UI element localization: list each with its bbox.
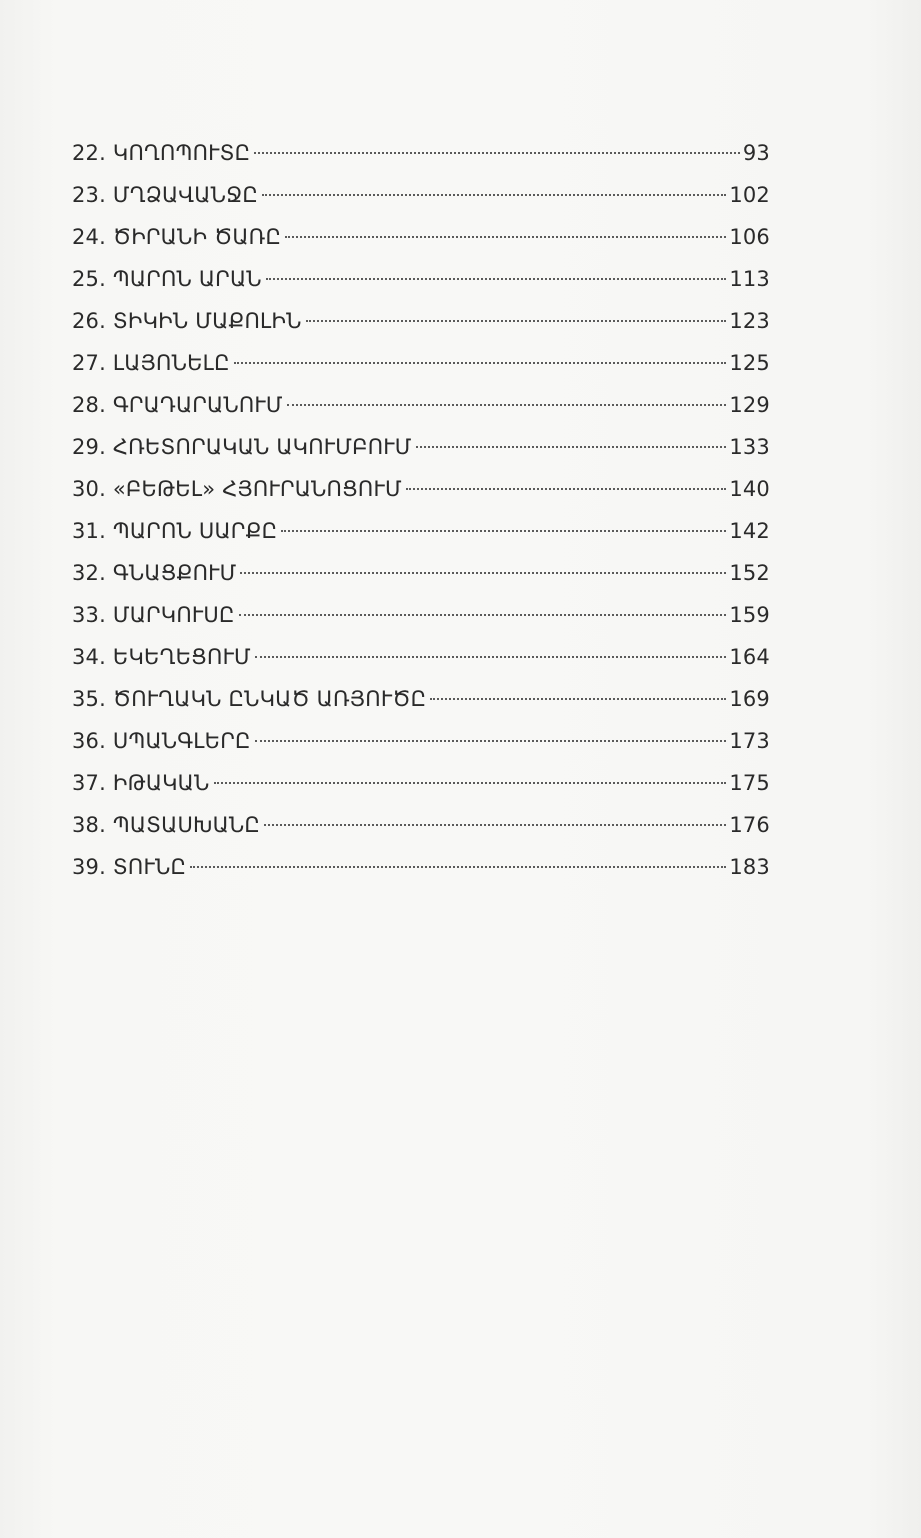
toc-entry-page: 142 <box>729 519 770 543</box>
dot-leader <box>287 404 727 406</box>
table-of-contents <box>72 132 770 888</box>
toc-entry-title: 34. ԵԿԵՂԵՑՈՒՄ <box>72 645 251 669</box>
toc-entry <box>72 468 770 510</box>
toc-entry-page: 152 <box>729 561 770 585</box>
dot-leader <box>262 194 726 196</box>
toc-entry-title: 35. ԾՈՒՂԱԿՆ ԸՆԿԱԾ ԱՌՅՈՒԾԸ <box>72 687 427 711</box>
toc-entry-page: 102 <box>729 183 770 207</box>
dot-leader <box>234 362 727 364</box>
toc-entry <box>72 174 770 216</box>
toc-entry <box>72 846 770 888</box>
dot-leader <box>266 278 727 280</box>
toc-entry-title: 37. ԻԹԱԿԱՆ <box>72 771 210 795</box>
dot-leader <box>255 656 726 658</box>
toc-entry-title: 25. ՊԱՐՈՆ ԱՐԱՆ <box>72 267 262 291</box>
toc-entry-page: 169 <box>729 687 770 711</box>
toc-entry-title: 22. ԿՈՂՈՊՈՒՏԸ <box>72 141 251 165</box>
toc-entry <box>72 552 770 594</box>
toc-entry-page: 176 <box>729 813 770 837</box>
toc-entry-page: 106 <box>729 225 770 249</box>
toc-entry <box>72 216 770 258</box>
toc-entry-page: 183 <box>729 855 770 879</box>
toc-entry-page: 140 <box>729 477 770 501</box>
toc-entry <box>72 510 770 552</box>
toc-entry <box>72 426 770 468</box>
toc-entry <box>72 300 770 342</box>
dot-leader <box>306 320 727 322</box>
toc-entry <box>72 762 770 804</box>
dot-leader <box>416 446 727 448</box>
toc-entry <box>72 804 770 846</box>
toc-entry-title: 26. ՏԻԿԻՆ ՄԱՔՈԼԻՆ <box>72 309 302 333</box>
toc-entry <box>72 720 770 762</box>
toc-entry <box>72 384 770 426</box>
dot-leader <box>240 572 726 574</box>
toc-entry-page: 159 <box>729 603 770 627</box>
toc-entry-page: 133 <box>729 435 770 459</box>
toc-entry-title: 33. ՄԱՐԿՈՒՍԸ <box>72 603 235 627</box>
dot-leader <box>214 782 727 784</box>
toc-entry-title: 28. ԳՐԱԴԱՐԱՆՈՒՄ <box>72 393 283 417</box>
dot-leader <box>255 740 727 742</box>
dot-leader <box>430 698 726 700</box>
toc-entry <box>72 678 770 720</box>
toc-entry-page: 173 <box>729 729 770 753</box>
toc-entry <box>72 342 770 384</box>
toc-entry <box>72 636 770 678</box>
toc-entry-title: 32. ԳՆԱՑՔՈՒՄ <box>72 561 237 585</box>
dot-leader <box>281 530 726 532</box>
toc-entry-page: 123 <box>729 309 770 333</box>
toc-entry <box>72 594 770 636</box>
toc-entry <box>72 132 770 174</box>
dot-leader <box>190 866 726 868</box>
dot-leader <box>406 488 727 490</box>
toc-entry-title: 30. «ԲԵԹԵԼ» ՀՅՈՒՐԱՆՈՑՈՒՄ <box>72 477 402 501</box>
toc-entry-title: 29. ՀՌԵՏՈՐԱԿԱՆ ԱԿՈՒՄԲՈՒՄ <box>72 435 412 459</box>
toc-entry-title: 38. ՊԱՏԱՍԽԱՆԸ <box>72 813 260 837</box>
dot-leader <box>254 152 740 154</box>
toc-entry-page: 93 <box>742 141 770 165</box>
toc-entry <box>72 258 770 300</box>
toc-entry-page: 129 <box>729 393 770 417</box>
toc-entry-page: 125 <box>729 351 770 375</box>
toc-entry-page: 164 <box>729 645 770 669</box>
dot-leader <box>285 236 726 238</box>
toc-entry-title: 27. ԼԱՅՈՆԵԼԸ <box>72 351 230 375</box>
toc-entry-title: 39. ՏՈՒՆԸ <box>72 855 187 879</box>
dot-leader <box>264 824 726 826</box>
toc-entry-title: 23. ՄՂՁԱՎԱՆՋԸ <box>72 183 259 207</box>
toc-entry-page: 175 <box>729 771 770 795</box>
toc-entry-title: 36. ՍՊԱՆԳԼԵՐԸ <box>72 729 251 753</box>
toc-entry-title: 31. ՊԱՐՈՆ ՍԱՐՔԸ <box>72 519 278 543</box>
toc-entry-page: 113 <box>729 267 770 291</box>
dot-leader <box>239 614 727 616</box>
toc-entry-title: 24. ԾԻՐԱՆԻ ԾԱՌԸ <box>72 225 282 249</box>
